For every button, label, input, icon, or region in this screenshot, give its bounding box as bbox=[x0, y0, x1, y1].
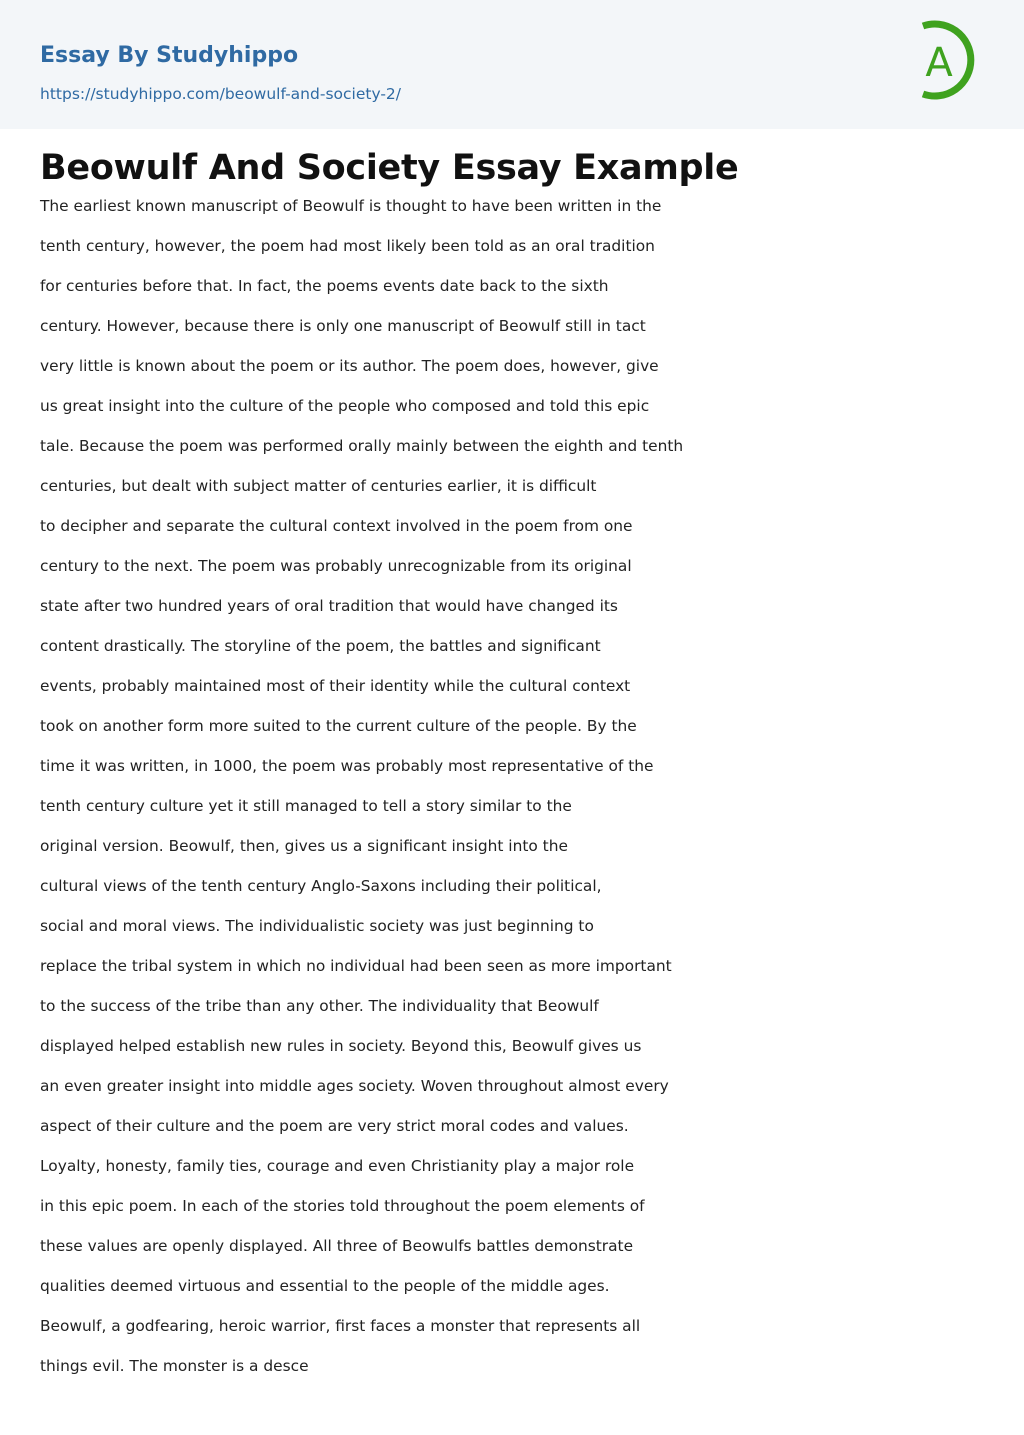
essay-line: Beowulf, a godfearing, heroic warrior, first faces a monster that represents all bbox=[40, 1317, 641, 1335]
essay-line: qualities deemed virtuous and essential to the people of the middle ages. bbox=[40, 1277, 610, 1295]
logo-letter: A bbox=[925, 40, 953, 86]
essay-line: original version. Beowulf, then, gives us a significant insight into the bbox=[40, 837, 568, 855]
essay-line: displayed helped establish new rules in society. Beyond this, Beowulf gives us bbox=[40, 1037, 642, 1055]
source-url-link[interactable]: https://studyhippo.com/beowulf-and-society-2/ bbox=[40, 85, 402, 103]
studyhippo-logo-icon[interactable] bbox=[911, 18, 987, 106]
essay-line: century. However, because there is only one manuscript of Beowulf still in tact bbox=[40, 317, 646, 335]
essay-line: The earliest known manuscript of Beowulf is thought to have been written in the bbox=[40, 197, 662, 215]
essay-line: to the success of the tribe than any other. The individuality that Beowulf bbox=[40, 997, 599, 1015]
essay-line: tenth century culture yet it still managed to tell a story similar to the bbox=[40, 797, 572, 815]
essay-line: in this epic poem. In each of the stories told throughout the poem elements of bbox=[40, 1197, 645, 1215]
essay-line: cultural views of the tenth century Anglo-Saxons including their political, bbox=[40, 877, 602, 895]
essay-line: aspect of their culture and the poem are very strict moral codes and values. bbox=[40, 1117, 629, 1135]
essay-line: an even greater insight into middle ages society. Woven throughout almost every bbox=[40, 1077, 669, 1095]
essay-line: events, probably maintained most of their identity while the cultural context bbox=[40, 677, 631, 695]
site-header bbox=[0, 0, 1024, 129]
essay-line: Loyalty, honesty, family ties, courage and even Christianity play a major role bbox=[40, 1157, 635, 1175]
page-title: Beowulf And Society Essay Example bbox=[40, 148, 739, 188]
essay-line: very little is known about the poem or its author. The poem does, however, give bbox=[40, 357, 659, 375]
essay-line: centuries, but dealt with subject matter of centuries earlier, it is difficult bbox=[40, 477, 597, 495]
essay-line: us great insight into the culture of the people who composed and told this epic bbox=[40, 397, 650, 415]
essay-line: to decipher and separate the cultural context involved in the poem from one bbox=[40, 517, 633, 535]
brand-title[interactable]: Essay By Studyhippo bbox=[40, 43, 299, 68]
essay-line: things evil. The monster is a desce bbox=[40, 1357, 309, 1375]
essay-body bbox=[40, 186, 800, 1386]
essay-line: century to the next. The poem was probably unrecognizable from its original bbox=[40, 557, 632, 575]
essay-line: took on another form more suited to the current culture of the people. By the bbox=[40, 717, 637, 735]
essay-line: social and moral views. The individualistic society was just beginning to bbox=[40, 917, 594, 935]
essay-line: for centuries before that. In fact, the poems events date back to the sixth bbox=[40, 277, 609, 295]
essay-line: content drastically. The storyline of the poem, the battles and significant bbox=[40, 637, 601, 655]
essay-line: replace the tribal system in which no individual had been seen as more important bbox=[40, 957, 672, 975]
essay-line: these values are openly displayed. All three of Beowulfs battles demonstrate bbox=[40, 1237, 634, 1255]
essay-line: time it was written, in 1000, the poem was probably most representative of the bbox=[40, 757, 654, 775]
essay-line: tenth century, however, the poem had most likely been told as an oral tradition bbox=[40, 237, 655, 255]
essay-line: tale. Because the poem was performed orally mainly between the eighth and tenth bbox=[40, 437, 684, 455]
essay-line: state after two hundred years of oral tradition that would have changed its bbox=[40, 597, 618, 615]
